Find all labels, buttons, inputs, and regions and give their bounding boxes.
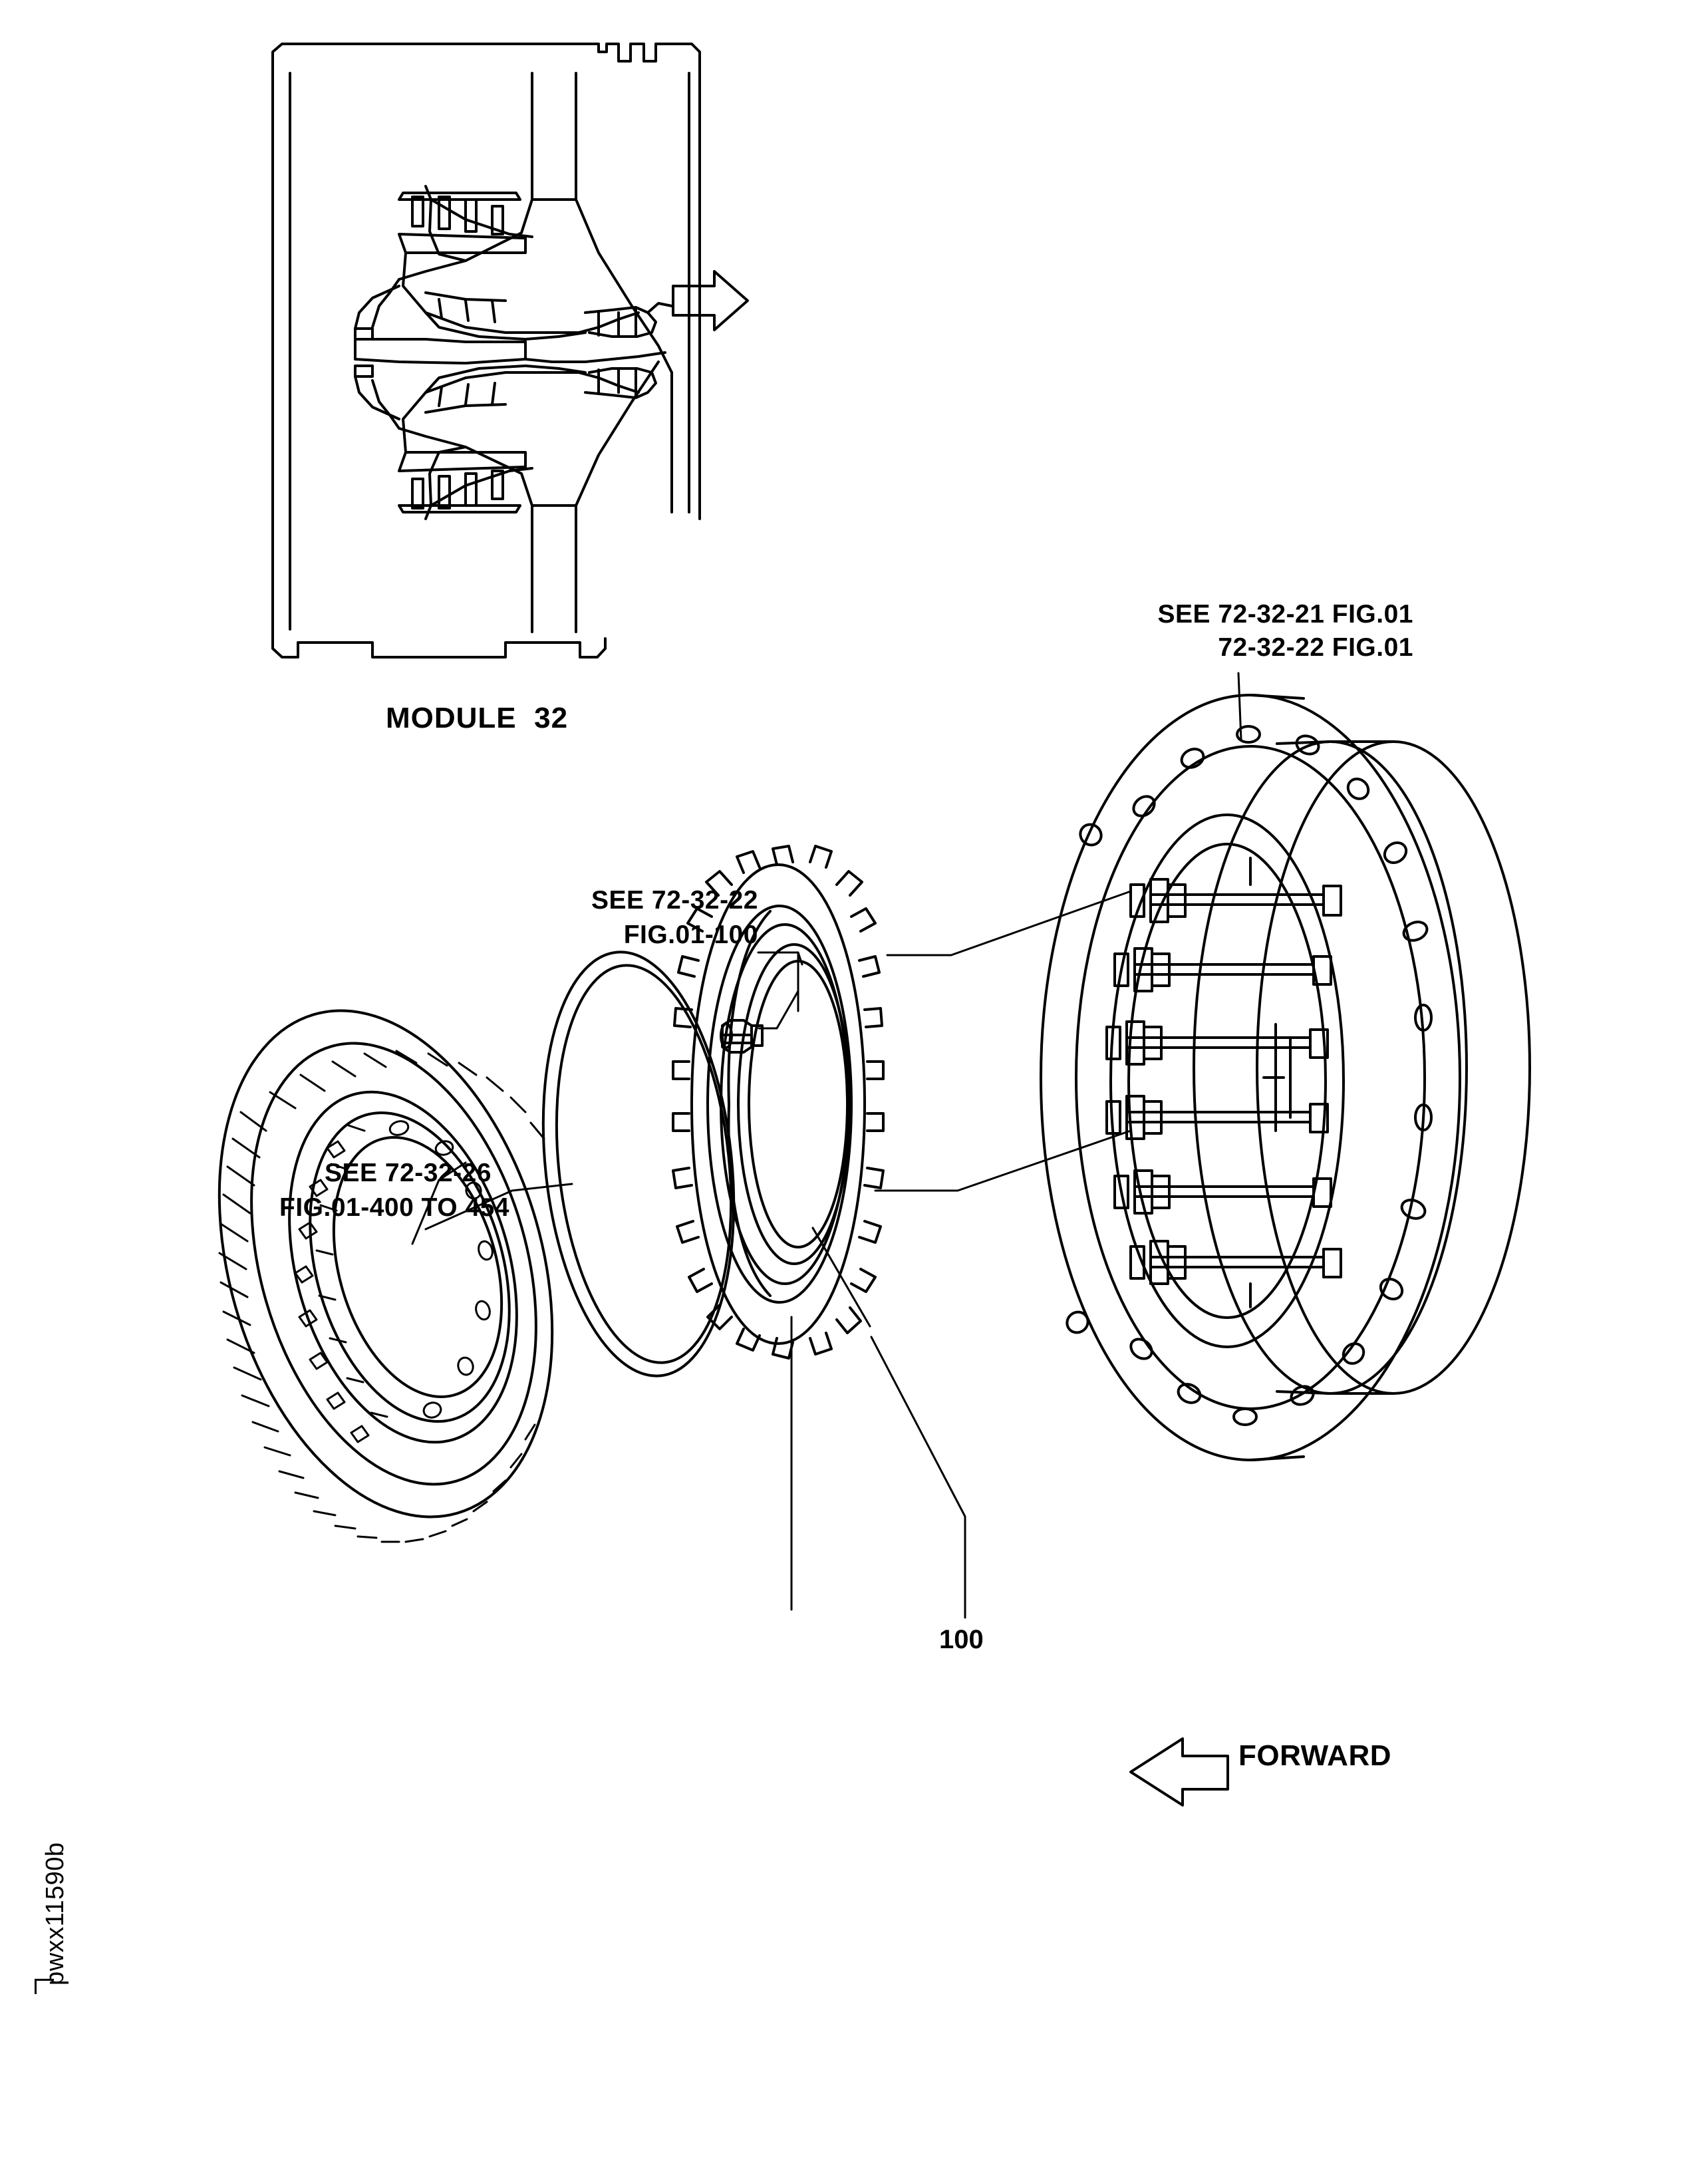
callout-see-72-32-21-fig01-line2: 72-32-22 FIG.01 <box>1218 633 1413 662</box>
callout-see-72-32-26-line1: SEE 72-32-26 <box>325 1159 492 1187</box>
callout-see-72-32-22-fig01-100-line1: SEE 72-32-22 <box>591 886 758 915</box>
module-label: MODULE 32 <box>386 702 569 734</box>
forward-label: FORWARD <box>1238 1739 1392 1772</box>
callout-see-72-32-21-fig01-line1: SEE 72-32-21 FIG.01 <box>1157 600 1413 629</box>
callout-see-72-32-22-fig01-100-line2: FIG.01-100 <box>623 921 758 949</box>
leader-lines <box>412 673 1241 1618</box>
bladed-stator-assembly <box>164 971 608 1556</box>
item-number-100: 100 <box>939 1625 984 1654</box>
forward-arrow <box>1131 1739 1228 1805</box>
rotor-drum-assembly <box>1041 695 1530 1460</box>
module-32-cross-section <box>273 44 748 657</box>
seal-ring <box>523 943 753 1385</box>
callout-see-72-32-26-line2: FIG.01-400 TO 454 <box>279 1193 509 1222</box>
document-id: pwxx11590b <box>41 1842 69 1985</box>
